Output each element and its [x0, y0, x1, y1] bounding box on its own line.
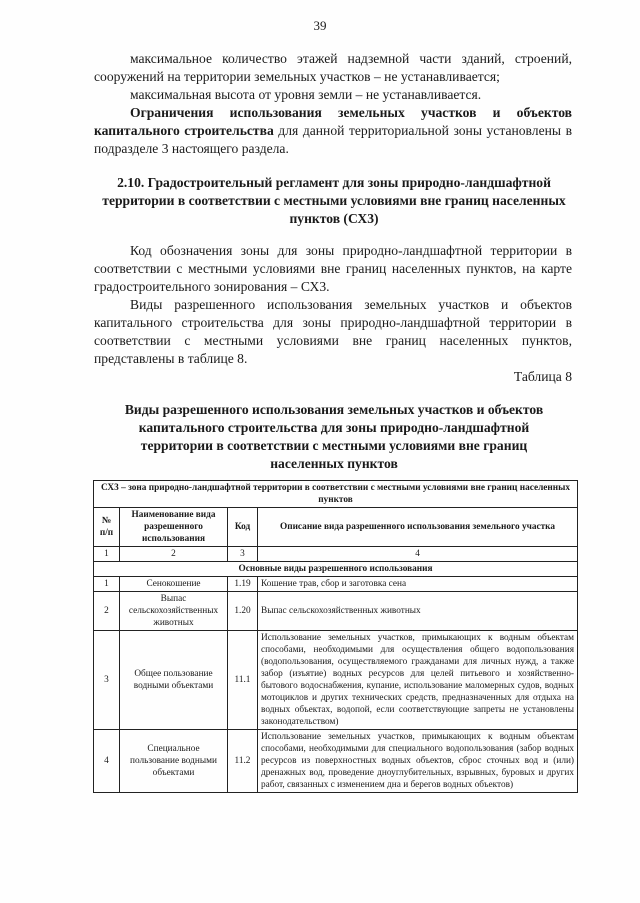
table-header-row — [94, 508, 578, 547]
table-column-numbers-row — [94, 547, 578, 562]
intro-paragraph-1: максимальное количество этажей надземной части зданий, строений, сооружений на территории земельных участков – не устанавливается; — [94, 51, 572, 84]
section-paragraph-1: Код обозначения зоны для зоны природно-ландшафтной территории в соответствии с местными условиями вне границ населенных пунктов, на карте градостроительного зонирования – СХ3. — [94, 243, 572, 294]
header-name: Наименование вида разрешенного использования — [120, 508, 228, 547]
intro-paragraph-3-rest: для данной территориальной зоны установлены в подразделе 3 настоящего раздела. — [94, 123, 572, 156]
column-number-1: 1 — [94, 547, 120, 562]
table-label: Таблица 8 — [513, 369, 572, 384]
intro-paragraph-3-bold: Ограничения использования земельных участков и объектов капитального строительства — [94, 105, 572, 138]
table-zone-header: СХ3 – зона природно-ландшафтной территории в соответствии с местными условиями вне границ населенных пунктов — [94, 481, 578, 508]
row-code: 1.20 — [228, 592, 258, 631]
table-row — [94, 592, 578, 631]
intro-paragraph-3 — [94, 104, 572, 158]
column-number-4: 4 — [258, 547, 578, 562]
intro-paragraph-2: максимальная высота от уровня земли – не устанавливается. — [130, 87, 482, 102]
table-row — [94, 577, 578, 592]
column-number-2: 2 — [120, 547, 228, 562]
header-code: Код — [228, 508, 258, 547]
section-heading: 2.10. Градостроительный регламент для зоны природно-ландшафтной территории в соответствии с местными условиями вне границ населенных пунктов (СХ3) — [102, 175, 566, 226]
table-group-row — [94, 562, 578, 577]
table-row — [94, 730, 578, 793]
section-body — [94, 242, 572, 386]
table-row — [94, 631, 578, 730]
row-description: Кошение трав, сбор и заготовка сена — [258, 577, 578, 592]
row-name: Специальное пользование водными объектами — [120, 730, 228, 793]
row-code: 11.1 — [228, 631, 258, 730]
table-zone-header-row — [94, 481, 578, 508]
row-code: 1.19 — [228, 577, 258, 592]
row-number: 1 — [94, 577, 120, 592]
row-description: Использование земельных участков, примыкающих к водным объектам способами, необходимыми для осуществления общего водопользования (водопользования, осуществляемого гражданами для личных нужд, а также забор (изъятие) водных ресурсов для целей питьевого и хозяйственно-бытового водоснабжения, купание, использование маломерных судов, водных мотоциклов и других технических средств, предназначенных для отдыха на водных объектах, водопой, если соответствующие запреты не установлены законодательством) — [258, 631, 578, 730]
row-number: 2 — [94, 592, 120, 631]
section-paragraph-2: Виды разрешенного использования земельных участков и объектов капитального строительства для зоны природно-ландшафтной территории в соответствии с местными условиями вне границ населенных пунктов, представлены в таблице 8. — [94, 297, 572, 366]
column-number-3: 3 — [228, 547, 258, 562]
row-name: Сенокошение — [120, 577, 228, 592]
intro-block — [94, 50, 572, 158]
row-description: Использование земельных участков, примыкающих к водным объектам способами, необходимыми для специального водопользования (забор водных ресурсов из поверхностных водных объектов, сброс сточных вод и (или) дренажных вод, проведение дноуглубительных, взрывных, буровых и других работ, связанных с изменением дна и берегов водных объектов) — [258, 730, 578, 793]
page-number: 39 — [313, 18, 327, 33]
table-title: Виды разрешенного использования земельных участков и объектов капитального строительства для зоны природно-ландшафтной территории в соответствии с местными условиями вне границ населенных пунктов — [124, 402, 544, 471]
header-description: Описание вида разрешенного использования земельного участка — [258, 508, 578, 547]
zoning-table — [93, 480, 578, 793]
row-code: 11.2 — [228, 730, 258, 793]
row-description: Выпас сельскохозяйственных животных — [258, 592, 578, 631]
row-number: 3 — [94, 631, 120, 730]
row-name: Общее пользование водными объектами — [120, 631, 228, 730]
header-number: № п/п — [94, 508, 120, 547]
table-group-label: Основные виды разрешенного использования — [94, 562, 578, 577]
row-number: 4 — [94, 730, 120, 793]
row-name: Выпас сельскохозяйственных животных — [120, 592, 228, 631]
